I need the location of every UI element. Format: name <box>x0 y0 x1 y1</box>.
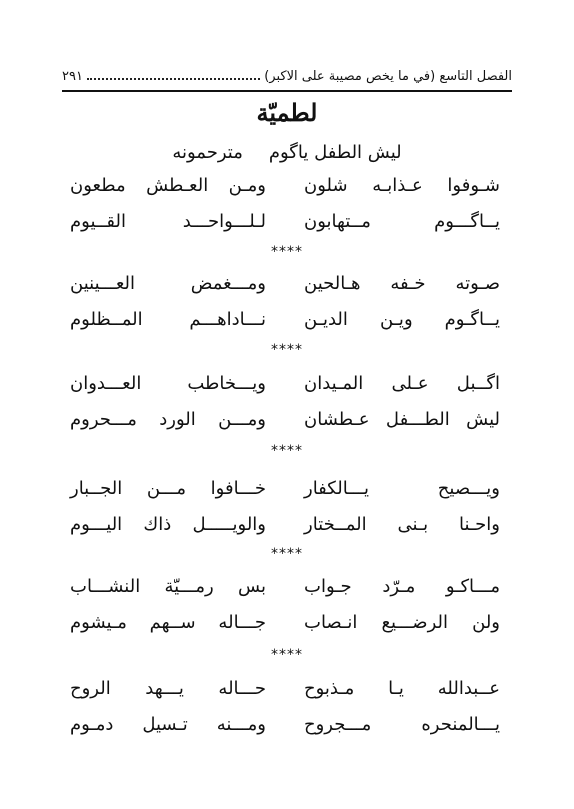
hemistich-left: ومـــن الورد مـــحروم <box>70 408 266 430</box>
verse-line <box>70 568 500 604</box>
hemistich-left: ومـن العـطش مطعون <box>70 174 266 196</box>
verse-line <box>70 365 500 401</box>
poem-title: لطميّة <box>256 98 318 127</box>
leader-dots <box>87 78 260 80</box>
stanza <box>70 365 500 437</box>
hemistich-right: ويـــصيح يـــالكفار <box>304 477 500 499</box>
hemistich-left: جـــاله ســهم مـيشوم <box>70 611 266 633</box>
refrain-left: مترحمونه <box>172 142 243 163</box>
verse-line <box>70 506 500 542</box>
hemistich-right: عــبدالله يـا مـذبوح <box>304 677 500 699</box>
hemistich-right: يــاگـــوم مــتهابون <box>304 210 500 232</box>
hemistich-right: ولن الرضـــيع انـصاب <box>304 611 500 633</box>
verse-line <box>70 670 500 706</box>
hemistich-left: ومـــنه تـسيل دمـوم <box>70 713 266 735</box>
hemistich-left: خـــافوا مـــن الجــبار <box>70 477 266 499</box>
hemistich-left: بس رمـــيّة النشـــاب <box>70 575 266 597</box>
stanza-divider: **** <box>271 647 303 663</box>
running-header <box>62 62 512 84</box>
stanza <box>70 265 500 337</box>
hemistich-right: مـــاكـو مـرّد جـواب <box>304 575 500 597</box>
stanza <box>70 568 500 640</box>
verse-line <box>70 301 500 337</box>
stanza <box>70 470 500 542</box>
verse-line <box>70 706 500 742</box>
stanza-divider: **** <box>271 244 303 260</box>
stanza <box>70 167 500 239</box>
verse-line <box>70 167 500 203</box>
verse-line <box>70 265 500 301</box>
hemistich-right: صـوته خـفه هـالحين <box>304 272 500 294</box>
verse-line <box>70 604 500 640</box>
stanza-divider: **** <box>271 342 303 358</box>
chapter-title: الفصل التاسع (في ما يخص مصيبة على الاكبر) <box>264 69 512 84</box>
hemistich-right: اگــبل عـلى المـيدان <box>304 372 500 394</box>
verse-line <box>70 203 500 239</box>
hemistich-left: ومـــغمض العـــينين <box>70 272 266 294</box>
hemistich-left: لـلـــواحـــد القــيوم <box>70 210 266 232</box>
refrain <box>0 140 574 166</box>
hemistich-left: حـــاله يـــهد الروح <box>70 677 266 699</box>
hemistich-right: يـــالمنحره مـــجروح <box>304 713 500 735</box>
stanza-divider: **** <box>271 546 303 562</box>
stanza <box>70 670 500 742</box>
verse-line <box>70 470 500 506</box>
page-number: ٢٩١ <box>62 69 83 84</box>
hemistich-right: ليش الطـــفل عـطشان <box>304 408 500 430</box>
header-rule <box>62 90 512 92</box>
verse-line <box>70 401 500 437</box>
hemistich-left: والويـــــل ذاك اليـــوم <box>70 513 266 535</box>
hemistich-right: واحـنا بـنى المــختار <box>304 513 500 535</box>
hemistich-left: نـــاداهـــم المــظلوم <box>70 308 266 330</box>
hemistich-left: ويـــخاطب العـــدوان <box>70 372 266 394</box>
stanza-divider: **** <box>271 443 303 459</box>
hemistich-right: شـوفوا عـذابـه شلون <box>304 174 500 196</box>
hemistich-right: يــاگـوم ويـن الديـن <box>304 308 500 330</box>
refrain-right: ليش الطفل ياگوم <box>268 142 402 163</box>
